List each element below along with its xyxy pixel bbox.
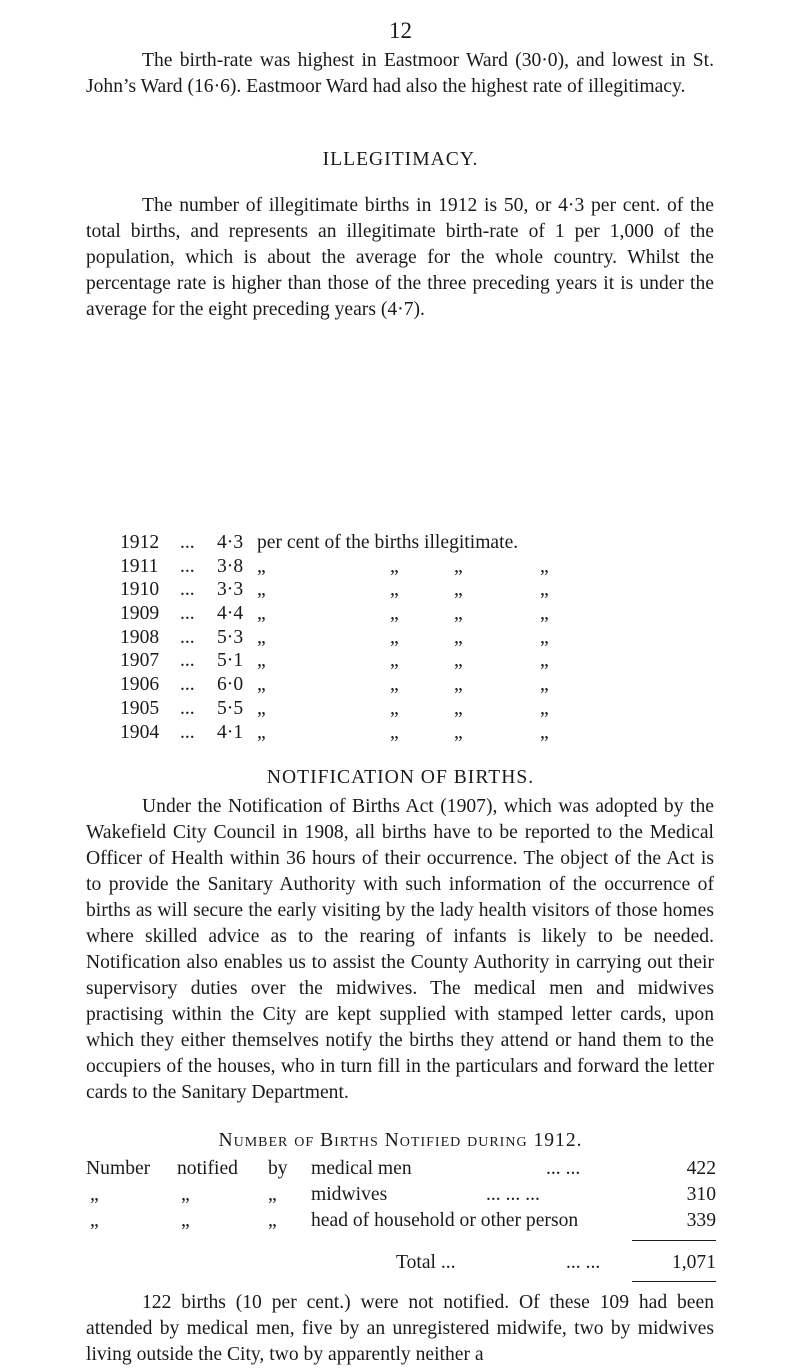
row-value: 422 [686, 1158, 716, 1179]
ditto-mark: „ [390, 674, 399, 696]
ditto-mark: „ [454, 626, 463, 648]
rate-year: 1909 [120, 603, 160, 625]
ditto-mark: „ [257, 555, 266, 577]
births-notified-table [86, 1156, 716, 1234]
rate-dots: ... [180, 626, 195, 648]
ditto-mark: „ [390, 603, 399, 625]
rate-row [120, 626, 720, 650]
illegitimacy-heading: ILLEGITIMACY. [322, 149, 479, 170]
births-notified-table-title: Number of Births Notified during 1912. [218, 1130, 583, 1151]
ditto-mark: „ [90, 1184, 99, 1205]
rate-year: 1905 [120, 697, 160, 719]
row-value: 310 [686, 1184, 716, 1205]
ditto-mark: „ [257, 626, 266, 648]
rate-year: 1911 [120, 555, 159, 577]
row-label: medical men [311, 1158, 412, 1179]
illegitimacy-rates-table [120, 531, 720, 744]
rate-description: per cent of the births illegitimate. [257, 532, 519, 553]
total-label: Total ... [396, 1252, 456, 1273]
rate-dots: ... [180, 697, 195, 719]
row-leader-dots: ... ... [546, 1158, 581, 1179]
rate-row [120, 555, 720, 579]
notification-paragraph: Under the Notification of Births Act (1907), which was adopted by the Wakefield City Council in 1908, all births have to be reported to the Medical Officer of Health within 36 hours of their occurrence. The object of the Act is to provide the Sanitary Authority with such information of the occurrence of births as will secure the early visiting by the lady health visitors of those homes where skilled advice as to the rearing of infants is likely to be needed. Notification also enables us to assist the County Authority in carrying out their supervisory duties over the midwives. The medical men and midwives practising within the City are kept supplied with stamped letter cards, upon which they either themselves notify the births they attend or hand them to the occupiers of the houses, who in turn fill in the particulars and forward the letter cards to the Sanitary Department. [86, 796, 714, 1103]
notified-row [86, 1182, 716, 1208]
ditto-mark: „ [540, 555, 549, 577]
ditto-mark: „ [540, 626, 549, 648]
closing-paragraph: 122 births (10 per cent.) were not notified. Of these 109 had been attended by medical men, five by an unregistered midwife, two by midwives living outside the City, two by apparently neither a [86, 1292, 714, 1365]
rate-year: 1908 [120, 626, 160, 648]
notified-row [86, 1156, 716, 1182]
illegitimacy-paragraph: The number of illegitimate births in 1912 is 50, or 4·3 per cent. of the total births, and represents an illegitimate birth-rate of 1 per 1,000 of the population, which is about the average for the whole country. Whilst the percentage rate is higher than those of the three preceding years it is under the average for the eight preceding years (4·7). [86, 195, 714, 320]
ditto-mark: „ [390, 697, 399, 719]
rate-year: 1912 [120, 532, 160, 553]
rate-value: 3·8 [217, 555, 244, 577]
ditto-mark: „ [454, 579, 463, 601]
ditto-mark: „ [454, 650, 463, 672]
rate-row [120, 697, 720, 721]
rate-dots: ... [180, 555, 195, 577]
rate-value: 4·1 [217, 721, 244, 743]
ditto-mark: „ [540, 650, 549, 672]
ditto-mark: „ [390, 555, 399, 577]
rate-year: 1906 [120, 674, 160, 696]
rate-row [120, 531, 720, 555]
ditto-mark: „ [257, 603, 266, 625]
ditto-mark: „ [257, 579, 266, 601]
ditto-mark: „ [454, 674, 463, 696]
ditto-mark: „ [540, 697, 549, 719]
rate-value: 6·0 [217, 674, 244, 696]
ditto-mark: „ [390, 626, 399, 648]
rate-value: 5·1 [217, 650, 244, 672]
ditto-mark: „ [454, 721, 463, 743]
rate-dots: ... [180, 603, 195, 625]
ditto-mark: „ [540, 579, 549, 601]
total-value: 1,071 [671, 1252, 716, 1273]
ditto-mark: „ [257, 721, 266, 743]
total-row [86, 1250, 716, 1276]
rate-value: 4·4 [217, 603, 244, 625]
rate-row [120, 721, 720, 745]
row-word-by: by [268, 1158, 288, 1179]
sum-rule [632, 1240, 716, 1241]
rate-row [120, 578, 720, 602]
ditto-mark: „ [540, 674, 549, 696]
row-leader-dots: ... ... ... [486, 1184, 540, 1205]
row-value: 339 [686, 1210, 716, 1231]
ditto-mark: „ [390, 721, 399, 743]
rate-dots: ... [180, 579, 195, 601]
rate-row [120, 602, 720, 626]
ditto-mark: „ [390, 579, 399, 601]
ditto-mark: „ [181, 1210, 190, 1231]
ditto-mark: „ [390, 650, 399, 672]
row-word-number: Number [86, 1158, 151, 1179]
ditto-mark: „ [540, 721, 549, 743]
ditto-mark: „ [257, 650, 266, 672]
ditto-mark: „ [181, 1184, 190, 1205]
ditto-mark: „ [257, 674, 266, 696]
rate-dots: ... [180, 532, 195, 553]
ditto-mark: „ [454, 697, 463, 719]
births-notified-total [86, 1250, 716, 1276]
rate-dots: ... [180, 650, 195, 672]
rate-year: 1907 [120, 650, 160, 672]
ditto-mark: „ [90, 1210, 99, 1231]
rate-row [120, 649, 720, 673]
row-label: head of household or other person [311, 1210, 579, 1231]
rate-value: 5·5 [217, 697, 244, 719]
notification-heading: NOTIFICATION OF BIRTHS. [266, 767, 535, 788]
rate-year: 1904 [120, 721, 160, 743]
ditto-mark: „ [257, 697, 266, 719]
rate-dots: ... [180, 721, 195, 743]
rate-value: 3·3 [217, 579, 244, 601]
intro-paragraph: The birth-rate was highest in Eastmoor Ward (30·0), and lowest in St. John’s Ward (16·6). Eastmoor Ward had also the highest rate of illegitimacy. [86, 50, 714, 97]
ditto-mark: „ [268, 1210, 277, 1231]
total-rule [632, 1281, 716, 1282]
ditto-mark: „ [268, 1184, 277, 1205]
total-leader-dots: ... ... [566, 1252, 601, 1273]
notified-row [86, 1208, 716, 1234]
page-number: 12 [389, 18, 412, 43]
row-label: midwives [311, 1184, 388, 1205]
ditto-mark: „ [454, 555, 463, 577]
rate-value: 4·3 [217, 532, 244, 553]
ditto-mark: „ [454, 603, 463, 625]
rate-row [120, 673, 720, 697]
rate-dots: ... [180, 674, 195, 696]
rate-value: 5·3 [217, 626, 244, 648]
row-word-notified: notified [177, 1158, 238, 1179]
ditto-mark: „ [540, 603, 549, 625]
rate-year: 1910 [120, 579, 160, 601]
